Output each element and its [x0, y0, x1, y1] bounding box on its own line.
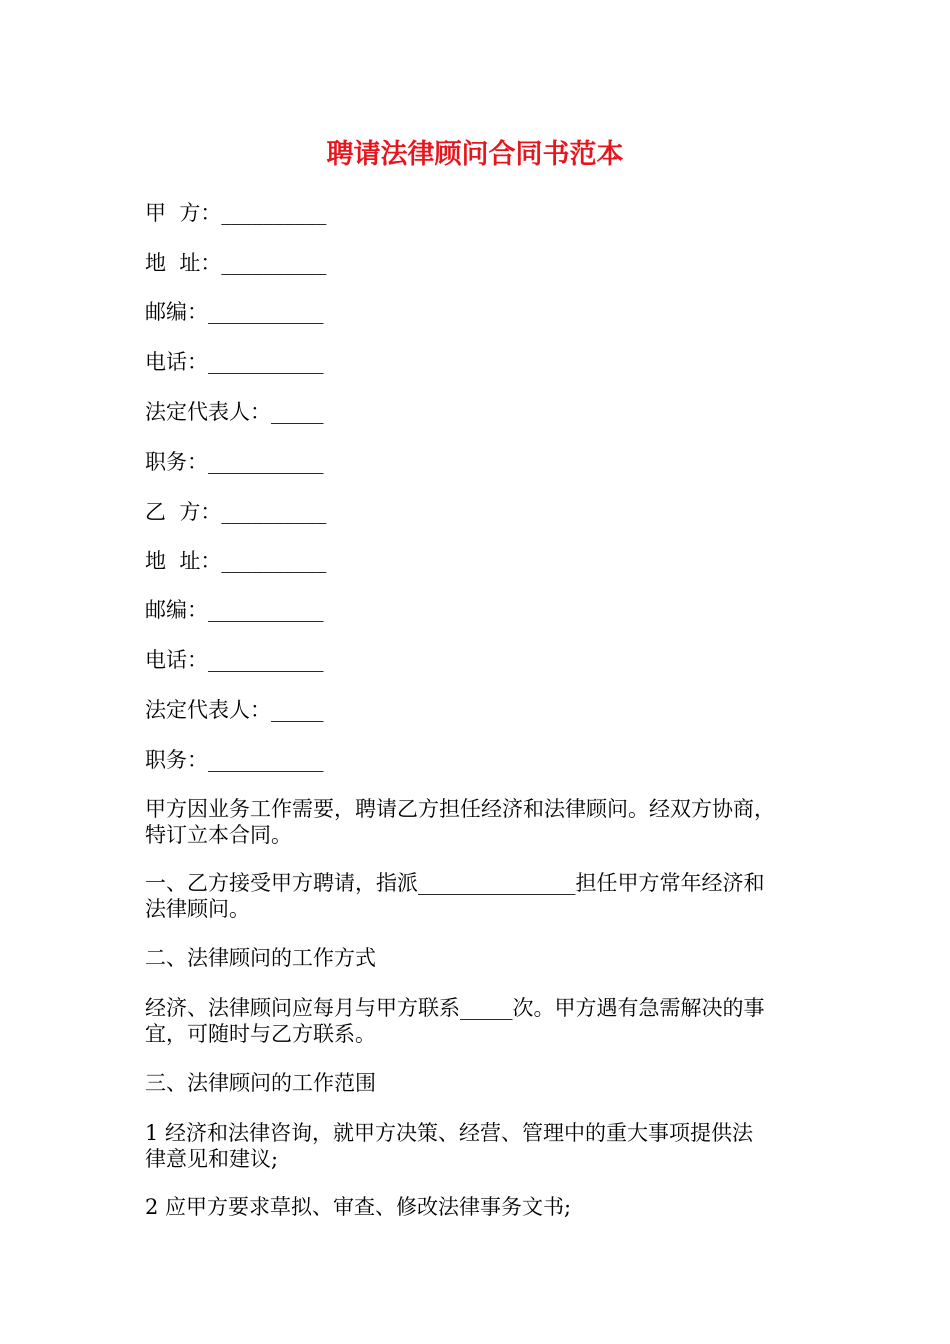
party-b-position: 职务：___________ [145, 748, 324, 772]
party-a-position: 职务：___________ [145, 450, 324, 474]
party-b-postcode: 邮编：___________ [145, 598, 324, 622]
clause-2-paragraph: 经济、法律顾问应每月与甲方联系_____次。甲方遇有急需解决的事 宜，可随时与乙方联系。 [145, 996, 765, 1046]
clause-3-item-1: 1 经济和法律咨询，就甲方决策、经营、管理中的重大事项提供法 律意见和建议; [145, 1121, 754, 1171]
party-b-phone: 电话：___________ [145, 648, 324, 672]
clause-1-paragraph: 一、乙方接受甲方聘请，指派_______________担任甲方常年经济和 法律顾问。 [145, 871, 765, 921]
clause-2-heading: 二、法律顾问的工作方式 [145, 946, 376, 970]
party-a-legal-rep: 法定代表人：_____ [145, 400, 324, 424]
party-a-postcode: 邮编：___________ [145, 300, 324, 324]
document-title: 聘请法律顾问合同书范本 [326, 139, 624, 170]
party-b-name: 乙 方：__________ [145, 500, 327, 524]
clause-3-heading: 三、法律顾问的工作范围 [145, 1071, 376, 1095]
clause-3-item-2: 2 应甲方要求草拟、审查、修改法律事务文书; [145, 1195, 572, 1219]
intro-paragraph: 甲方因业务工作需要，聘请乙方担任经济和法律顾问。经双方协商， 特订立本合同。 [145, 797, 775, 847]
party-b-address: 地 址：__________ [145, 549, 327, 573]
party-b-legal-rep: 法定代表人：_____ [145, 698, 324, 722]
party-a-address: 地 址：__________ [145, 251, 327, 275]
party-a-name: 甲 方：__________ [145, 201, 327, 225]
party-a-phone: 电话：___________ [145, 350, 324, 374]
